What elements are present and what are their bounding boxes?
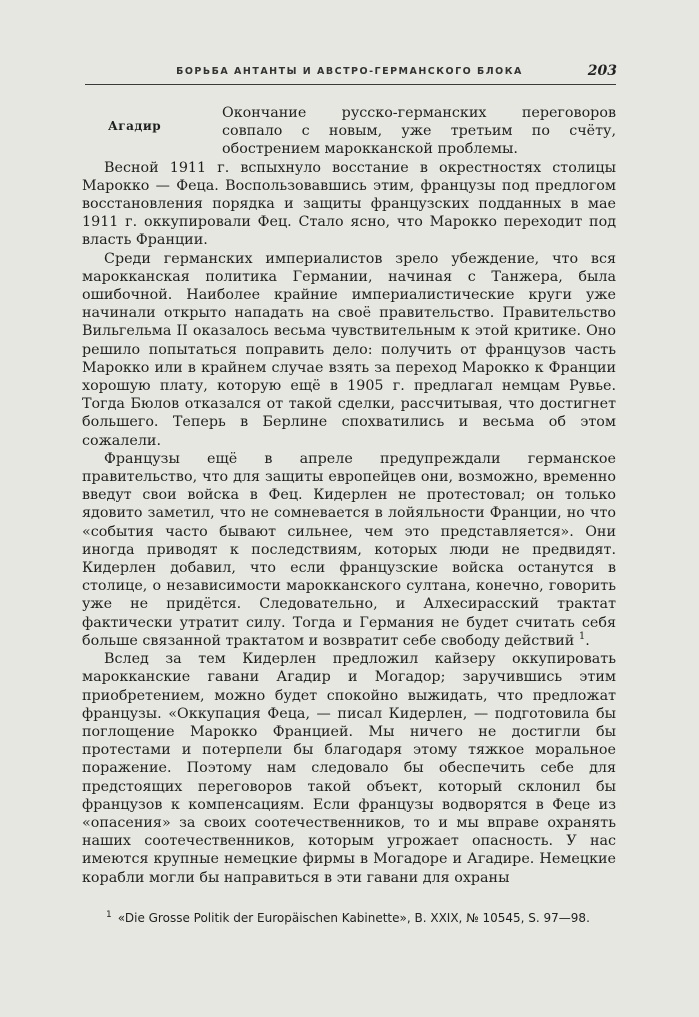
header-rule <box>85 84 616 85</box>
paragraph-3: Среди германских империалистов зрело убеждение, что вся марокканская политика Германии, начиная с Танжера, была ошибочной. Наиболее крайние империалистические круги уже начинали открыто нападать на своё правительство. Правительство Вильгельма II оказалось весьма чувствительным к этой критике. Оно решило попытаться поправить дело: получить от французов часть Марокко или в крайнем случае взять за переход Марокко к Франции хорошую плату, которую ещё в 1905 г. предлагал немцам Рувье. Тогда Бюлов отказался от такой сделки, рассчитывая, что достигнет большего. Теперь в Берлине спохватились и весьма об этом сожалели. <box>82 250 616 449</box>
paragraph-5: Вслед за тем Кидерлен предложил кайзеру оккупировать марокканские гавани Агадир и Могадор; заручившись этим приобретением, можно будет спокойно выжидать, что предложат французы. «Оккупация Феца, — писал Кидерлен, — подготовила бы поглощение Марокко Францией. Мы ничего не достигли бы протестами и потерпели бы благодаря этому тяжкое моральное поражение. Поэтому нам следовало бы обеспечить себе для предстоящих переговоров такой объект, который склонил бы французов к компенсациям. Если французы водворятся в Феце из «опасения» за своих соотечественников, то и мы вправе охранять наших соотечественников, которым угрожает опасность. У нас имеются крупные немецкие фирмы в Могадоре и Агадире. Немецкие корабли могли бы направиться в эти гавани для охраны <box>82 651 616 886</box>
paragraph-4-text: Французы ещё в апреле предупреждали германское правительство, что для защиты европейцев они, возможно, временно введут свои войска в Фец. Кидерлен не протестовал; он только ядовито заметил, что не сомневается в лойяльности Франции, но что «события часто бывают сильнее, чем это представляется». Они иногда приводят к последствиям, которых люди не предвидят. Кидерлен добавил, что если французские войска останутся в столице, о независимости марокканского султана, конечно, говорить уже не придётся. Следовательно, и Алхесирасский трактат фактически утратит силу. Тогда и Германия не будет считать себя больше связанной трактатом и возвратит себе свободу действий <box>82 450 616 649</box>
running-title: БОРЬБА АНТАНТЫ И АВСТРО-ГЕРМАНСКОГО БЛОКА <box>176 66 523 77</box>
side-heading: Агадир <box>108 119 162 133</box>
paragraph-2: Весной 1911 г. вспыхнуло восстание в окрестностях столицы Марокко — Феца. Воспользовавшись этим, французы под предлогом восстановления порядка и защиты французских подданных в мае 1911 г. оккупировали Фец. Стало ясно, что Марокко переходит под власть Франции. <box>82 159 616 249</box>
page-number: 203 <box>587 63 617 79</box>
footnote <box>82 910 616 926</box>
main-text <box>82 104 616 887</box>
footnote-text: «Die Grosse Politik der Europäischen Kabinette», B. XXIX, № 10545, S. 97—98. <box>117 911 590 925</box>
footnote-reference: 1 <box>578 631 586 643</box>
footnote-mark: 1 <box>106 910 112 920</box>
paragraph-1: Окончание русско-германских переговоров совпало с новым, уже третьим по счёту, обострением марокканской проблемы. <box>222 105 616 158</box>
paragraph-4: Французы ещё в апреле предупреждали германское правительство, что для защиты европейцев они, возможно, временно введут свои войска в Фец. Кидерлен не протестовал; он только ядовито заметил, что не сомневается в лойяльности Франции, но что «события часто бывают сильнее, чем это представляется». Они иногда приводят к последствиям, которых люди не предвидят. Кидерлен добавил, что если французские войска останутся в столице, о независимости марокканского султана, конечно, говорить уже не придётся. Следовательно, и Алхесирасский трактат фактически утратит силу. Тогда и Германия не будет считать себя больше связанной трактатом и возвратит себе свободу действий $^1$. <box>82 450 616 649</box>
